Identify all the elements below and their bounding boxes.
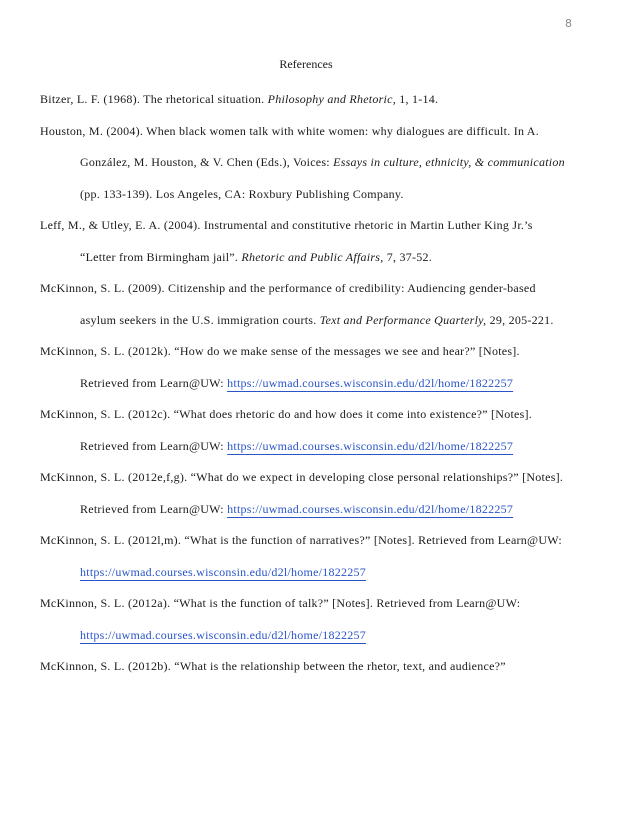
reference-journal-title: Rhetoric and Public Affairs, <box>241 249 384 264</box>
reference-text: 1, 1-14. <box>395 92 439 106</box>
reference-entry <box>40 336 570 399</box>
reference-list <box>40 84 570 683</box>
reference-text: (pp. 133-139). Los Angeles, CA: Roxbury Publishing Company. <box>80 186 404 201</box>
reference-url-link[interactable]: https://uwmad.courses.wisconsin.edu/d2l/home/1822257 <box>227 501 514 516</box>
reference-entry <box>40 525 570 588</box>
reference-url-link[interactable]: https://uwmad.courses.wisconsin.edu/d2l/home/1822257 <box>80 564 366 579</box>
reference-text: 29, 205-221. <box>486 312 554 327</box>
reference-url-link[interactable]: https://uwmad.courses.wisconsin.edu/d2l/home/1822257 <box>227 375 514 390</box>
reference-text: McKinnon, S. L. (2012b). “What is the relationship between the rhetor, text, and audience?” <box>40 659 506 673</box>
reference-url-link[interactable]: https://uwmad.courses.wisconsin.edu/d2l/home/1822257 <box>80 627 366 642</box>
reference-journal-title: Text and Performance Quarterly, <box>319 312 487 327</box>
reference-text: McKinnon, S. L. (2012c). “What does rhetoric do and how does it come into existence?” [Notes]. Retrieved from Learn@UW: <box>40 407 533 453</box>
reference-journal-title: Philosophy and Rhetoric, <box>267 92 396 106</box>
reference-entry <box>40 462 570 525</box>
reference-text: McKinnon, S. L. (2012a). “What is the function of talk?” [Notes]. Retrieved from Learn@UW: <box>40 596 521 610</box>
reference-book-title: Essays in culture, ethnicity, & communication <box>333 155 565 169</box>
reference-text: McKinnon, S. L. (2012l,m). “What is the function of narratives?” [Notes]. Retrieved from Learn@UW: <box>40 533 562 547</box>
reference-text: Leff, M., & Utley, E. A. (2004). Instrumental and constitutive rhetoric in Martin Luther King Jr.’s “Letter from Birmingham jail”. <box>40 218 533 264</box>
reference-text: McKinnon, S. L. (2012k). “How do we make sense of the messages we see and hear?” [Notes]. Retrieved from Learn@UW: <box>40 344 520 390</box>
reference-entry <box>40 116 570 211</box>
reference-entry <box>40 651 570 683</box>
references-heading: References <box>279 57 333 71</box>
reference-text: McKinnon, S. L. (2012e,f,g). “What do we expect in developing close personal relationships?” [Notes]. Retrieved from Learn@UW: <box>40 470 564 516</box>
reference-entry <box>40 399 570 462</box>
reference-text: Houston, M. (2004). When black women talk with white women: why dialogues are difficult. In A. González, M. Houston, & V. Chen (Eds.), Voices: <box>40 123 539 169</box>
reference-entry <box>40 84 570 116</box>
reference-entry <box>40 588 570 651</box>
reference-url-link[interactable]: https://uwmad.courses.wisconsin.edu/d2l/home/1822257 <box>227 438 514 453</box>
page-number: 8 <box>565 17 572 30</box>
reference-text: Bitzer, L. F. (1968). The rhetorical situation. <box>40 92 268 106</box>
reference-entry <box>40 273 570 336</box>
reference-text: McKinnon, S. L. (2009). Citizenship and the performance of credibility: Audiencing gender-based asylum seekers in the U.S. immigration courts. <box>40 281 536 327</box>
reference-text: 7, 37-52. <box>383 249 432 264</box>
reference-entry <box>40 210 570 273</box>
